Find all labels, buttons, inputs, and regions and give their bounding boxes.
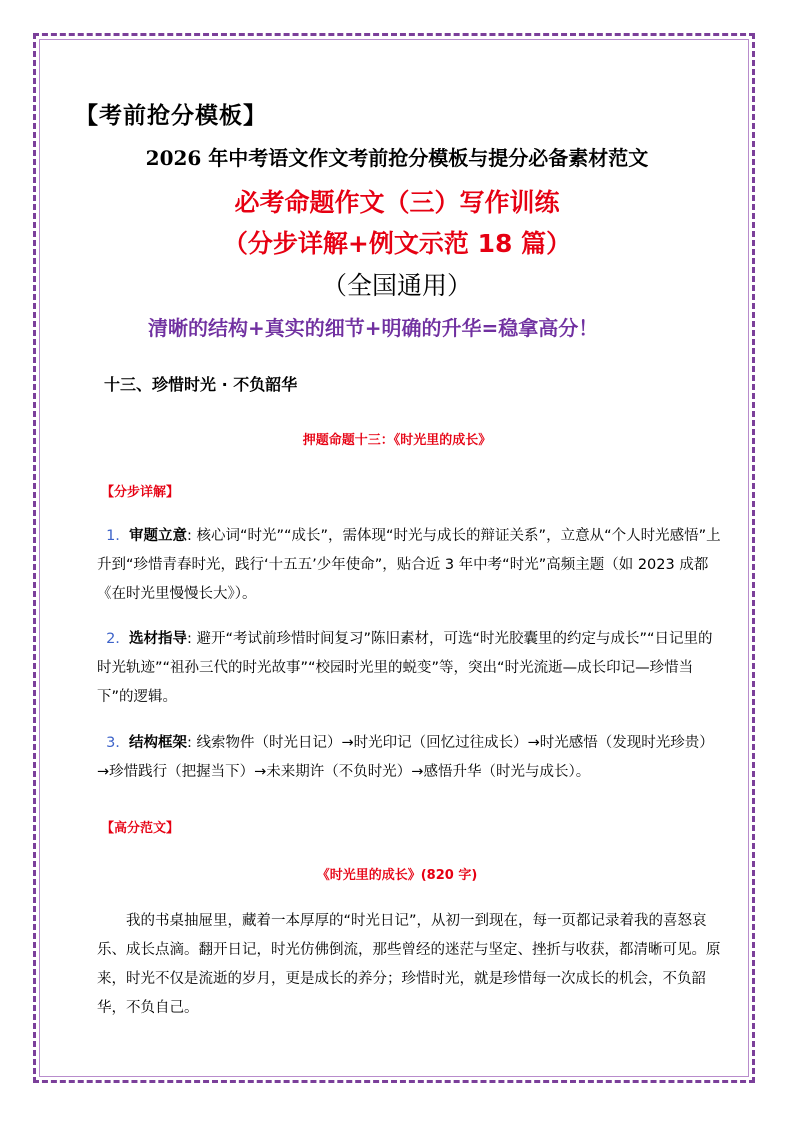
step-number: 2.	[106, 631, 120, 647]
step-label: 审题立意	[129, 528, 187, 544]
subtitle-detail: （分步详解+例文示范 18 篇）	[222, 229, 572, 258]
document-title: 2026 年中考语文作文考前抢分模板与提分必备素材范文	[145, 146, 649, 170]
step-text: : 核心词“时光”“成长”，需体现“时光与成长的辩证关系”，立意从“个人时光感悟”上升到“珍惜青春时光，践行‘十五五’少年使命”，贴合近 3 年中考“时光”高频主题（如 2023 成都《在时光里慢慢长大》）。	[97, 528, 721, 602]
essay-title: 《时光里的成长》(820 字)	[316, 868, 478, 883]
section-heading: 十三、珍惜时光 · 不负韶华	[104, 375, 298, 394]
step-label: 选材指导	[129, 631, 187, 647]
steps-heading: 【分步详解】	[101, 485, 180, 500]
step-number: 1.	[106, 528, 120, 544]
step-label: 结构框架	[129, 735, 187, 751]
template-tag: 【考前抢分模板】	[75, 103, 267, 129]
step-text: : 线索物件（时光日记）→时光印记（回忆过往成长）→时光感悟（发现时光珍贵）→珍惜践行（把握当下）→未来期许（不负时光）→感悟升华（时光与成长）。	[97, 735, 714, 780]
subtitle-red: 必考命题作文（三）写作训练	[234, 188, 560, 217]
essay-paragraph: 我的书桌抽屉里，藏着一本厚厚的“时光日记”，从初一到现在，每一页都记录着我的喜怒哀乐、成长点滴。翻开日记，时光仿佛倒流，那些曾经的迷茫与坚定、挫折与收获，都清晰可见。原来，时光不仅是流逝的岁月，更是成长的养分；珍惜时光，就是珍惜每一次成长的机会，不负韶华，不负自己。	[97, 913, 721, 1016]
step-text: : 避开“考试前珍惜时间复习”陈旧素材，可选“时光胶囊里的约定与成长”“日记里的时光轨迹”“祖孙三代的时光故事”“校园时光里的蜕变”等，突出“时光流逝—成长印记—珍惜当下”的逻辑。	[97, 631, 713, 705]
step-item	[97, 625, 725, 712]
step-item	[97, 522, 725, 609]
step-item	[97, 729, 725, 787]
slogan: 清晰的结构+真实的细节+明确的升华=稳拿高分！	[148, 316, 599, 340]
step-number: 3.	[106, 735, 120, 751]
prompt-title: 押题命题十三：《时光里的成长》	[302, 433, 492, 448]
model-essay-heading: 【高分范文】	[101, 821, 180, 836]
scope-note: （全国通用）	[321, 271, 472, 300]
